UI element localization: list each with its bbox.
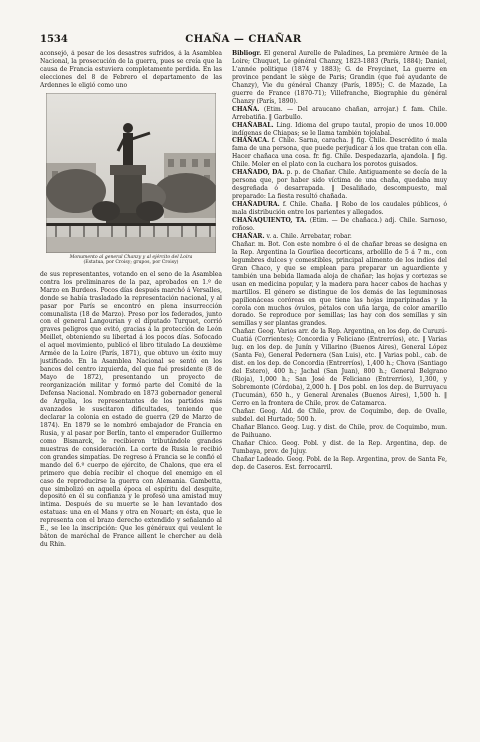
bibliography-paragraph [232,50,447,106]
page-header [40,34,447,48]
entry-text: (Etim. — Del araucano chañan, arrojar.) f. fam. Chile. Arrebatiña. ‖ Garbullo. [232,105,447,121]
entry-text: v. a. Chile. Arrebatar, robar. [266,232,352,240]
entry-head: CHAÑA. [232,105,260,113]
entry-chanabal [232,122,447,138]
entry-chanadura [232,201,447,217]
caption-line-1: Monumento al general Chanzy y al ejército del Loira [69,254,193,260]
figure-caption [46,255,216,266]
entry-text: (Etim. — De chañaca.) adj. Chile. Sarnoso, roñoso. [232,217,447,232]
monument-photo [46,93,216,253]
bibliography-head: Bibliogr. [232,50,262,57]
entry-chana [232,106,447,122]
entry-head: CHAÑABAL. [232,121,274,129]
monument-figure [46,93,216,269]
entry-head: CHAÑAQUIENTO, TA. [232,217,307,225]
left-top-text: aconsejó, á pesar de los desastres sufridos, á la Asamblea Nacional, la prosecución de la guerra, pues se creía que la causa de Francia estuviera completamente perdida. En las elecciones del 8 de Febrero el departamento de las Ardennes le eligió como uno [40,50,222,89]
left-body-text: de sus representantes, votando en el seno de la Asamblea contra los preliminares de la paz, aprobados en 1.º de Marzo en Burdeos. Pocos días después marchó á Versalles, donde se había trasladado la representación nacional, y al pasar por París se encontró en plena insurrección comunalista (18 de Marzo). Preso por los federados, junto con el general Langourian y el diputado Turquet, corrió graves peligros que evitó, gracias á la protección de León Meillet, obteniendo su libertad á los pocos días. Sofocado el aquel movimiento, publicó el libro titulado La deuxième Armée de la Loire (París, 1871), que obtuvo un éxito muy justificado. En la Asamblea Nacional se sentó en los bancos del centro izquierda, del que fué presidente (8 de Mayo de 1872), presentando un proyecto de reorganización militar y formó parte del Comité de la Defensa Nacional. Nombrado en 1873 gobernador general de Argelia, los representantes de los partidos más avanzados le suscitaron dificultades, teniendo que declarar la colonia en estado de guerra (29 de Marzo de 1874). En 1879 se le nombró embajador de Francia en Rusia, y al pasar por Berlín, tanto el emperador Guillermo como Bismarck, le recibieron tributándole grandes muestras de consideración. La corte de Rusia le recibió con grandes simpatías. De regreso á Francia se le confió el mando del 6.º cuerpo de ejército, de Chalons, que era el primero que debía recibir el choque del enemigo en el caso de reproducirse la guerra con Alemania. Gambetta, que simbolizó en aquella época el espíritu del desquite, depositó en él su confianza y le profesó una amistad muy intima. Después de su muerte se le han levantado dos estatuas: una en el Mans y otra en Nouart; en ésta, que le representa con el brazo derecho extendido y señalando al E., se lee la inscripción: Que les généraux qui veulent le bâton de maréchal de France aillent le chercher au delà du Rhin. [40,270,222,549]
entry-text: p. p. de Chañar. Chile. Antiguamente se decía de la persona que, por haber sido víctima de una chaña, quedaba muy desgreñada ó desarrapada. ‖ Desaliñado, descompuesto, mal preparado: La fiesta resultó chañada. [232,169,447,201]
entry-text: f. Chile. Sarna, caracha. ‖ fig. Chile. Descrédito ó mala fama de una persona, que puede perjudicar á los que tratan con ella. Hacer chañaca una cosa. fr. fig. Chile. Despedazarla, ajandola. ‖ fig. Chile. Moler en el plato con la cuchara los porotos guisados. [232,137,447,169]
entry-chanar-geography: Chañar. Geog. Varios arr. de la Rep. Argentina, en los dep. de Curuzú-Cuatiá (Corrientes); Concordia y Feliciano (Entrerríos), etc. ‖ Varias lug. en los dep. de Junín y Villarino (Buenos Aires), General López (Santa Fe), General Pedernera (San Luis), etc. ‖ Varias pobl., cab. de dist. en los dep. de Concordia (Entrerríos), 1,400 h.; Chova (Santiago del Estero), 400 h.; Jachal (San Juan), 800 h.; General Belgrano (Rioja), 1,000 h.; San José de Feliciano (Entrerríos), 1,300, y Sobremonte (Córdoba), 2,000 h. ‖ Dos pobl. en los dep. de Burruyacu (Tucumán), 650 h., y General Arenales (Buenos Aires), 1,500 h. ‖ Cerro en la frontera de Chile, prov. de Catamarca. [232,328,447,407]
entry-chanar-blanco: Chañar Blanco. Geog. Lug. y dist. de Chile, prov. de Coquimbo, mun. de Paihuano. [232,423,447,439]
entry-chanar-chico: Chañar Chico. Geog. Pobl. y dist. de la Rep. Argentina, dep. de Tumbaya, prov. de Jujuy. [232,439,447,455]
right-column [232,50,447,710]
left-column [40,50,222,710]
entry-chanaquiento [232,217,447,233]
entry-chanaca [232,137,447,169]
entry-head: CHAÑACA. [232,137,270,145]
page-number: 1534 [40,34,68,45]
caption-line-2: (Estatua, por Croisy; grupos, por Croisy) [83,260,179,266]
entry-text: Ling. Idioma del grupo tautal, propio de unos 10.000 indígenas de Chiapas; se le llama también tojolabal. [232,121,447,137]
entry-head: CHAÑADO, DA. [232,169,285,177]
monument-illustration [46,93,216,253]
entry-chanar-chile: Chañar. Geog. Ald. de Chile, prov. de Coquimbo, dep. de Ovalle, subdel. del Hurtado; 500 h. [232,407,447,423]
bibliography-text: El general Aurelle de Paladines, La première Armée de la Loire; Chuquet, Le général Chanzy, 1823-1883 (París, 1884); Daniel, L'année politique (1874 y 1883); G. de Freycinet, La guerre en province pendant le siège de Paris; Grandin (que fué ayudante de Chanzy), Vie du général Chanzy (París, 1895); C. de Mazade, La guerre de France (1870-71); Villefranche, Biographie du général Chanzy (París, 1890). [232,50,447,105]
running-title: CHAÑA — CHAÑAR [185,34,302,45]
entry-chanar-ladeado: Chañar Ladeado. Geog. Pobl. de la Rep. Argentina, prov. de Santa Fe, dep. de Caseros. Est. ferrocarril. [232,455,447,471]
entry-head: CHAÑAR. [232,232,265,240]
entry-chanado [232,169,447,201]
entry-chanar-botany: Chañar. m. Bot. Con este nombre ó el de chañar breas se designa en la Rep. Argentina la Gourliea decorticans, arbolillo de 5 á 7 m., con legumbres dulces y comestibles, principal alimento de los indios del Gran Chaco, y que se emplean para preparar un aguardiente y también una bebida llamada aloja de chañar; las hojas y cortezas se usan en medicina popular, y la madera para hacer cabos de hachas y martillos. El género se distingue de los demás de las leguminosas papilionáceas coróreas en que tiene las hojas imparipinadas y la corola con muchos óvulos, pétalos con uña larga, de color amarillo dorado. Se reproduce por semillas; las hay con dos semillas y sin semillas y ser plantas grandes. [232,240,447,328]
entry-text: f. Chile. Chaña. ‖ Robo de los caudales públicos, ó mala distribución entre los parientes y allegados. [232,201,447,217]
entry-head: CHAÑADURA. [232,201,280,209]
entry-chanar [232,233,447,241]
